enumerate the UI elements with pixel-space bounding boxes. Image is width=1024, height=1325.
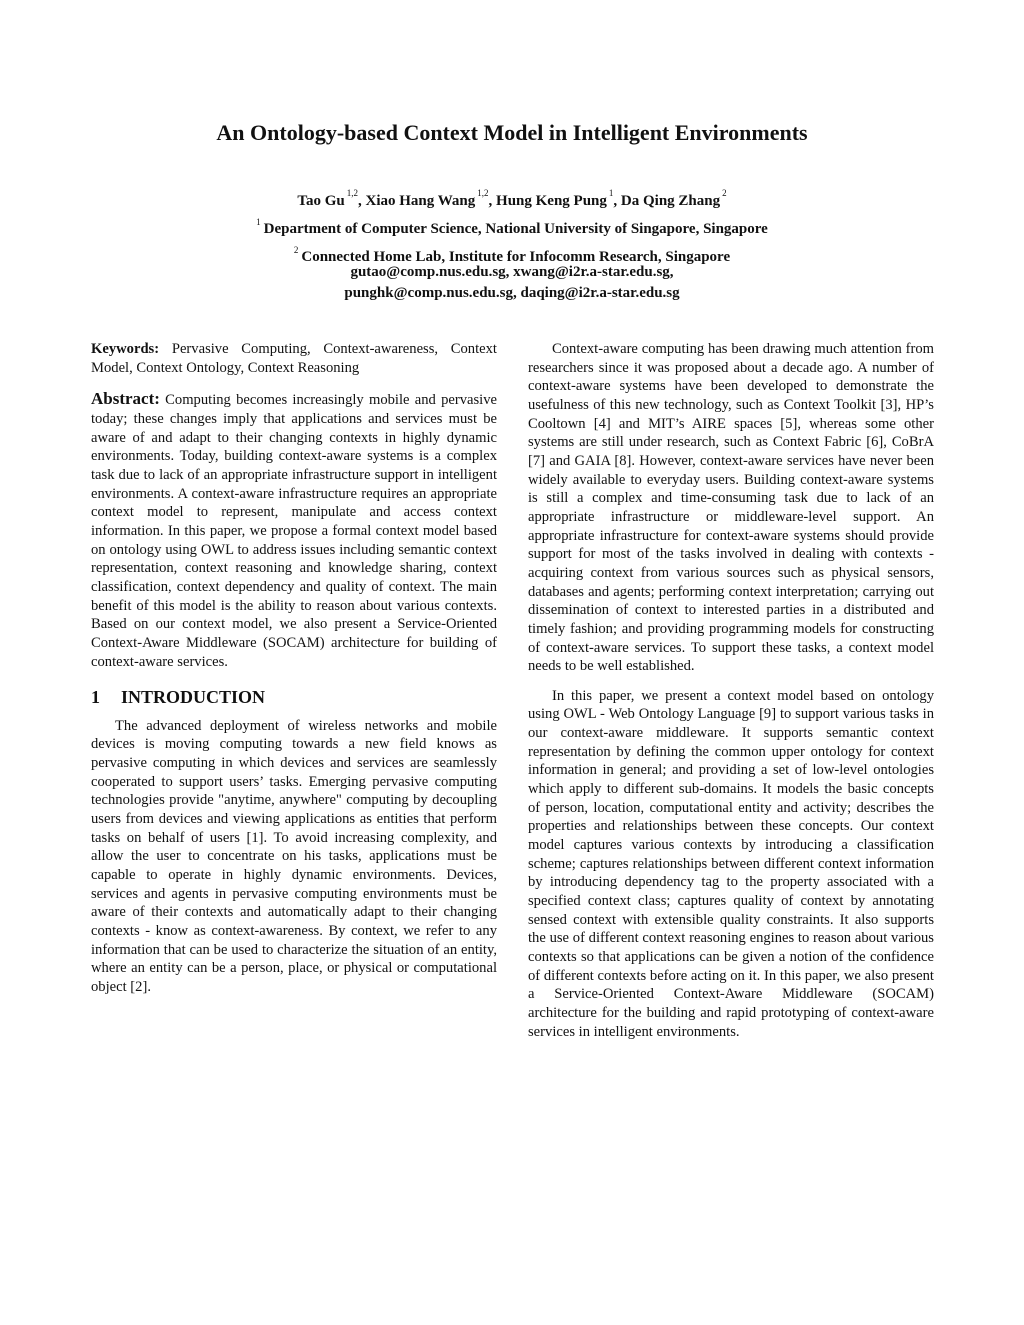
right-column <box>528 340 934 1041</box>
affiliation-text: Connected Home Lab, Institute for Infocomm Research, Singapore <box>301 249 731 265</box>
author-affiliation-mark: 2 <box>722 188 727 198</box>
author-list: Tao Gu $^{1,2}$, Xiao Hang Wang $^{1,2}$, Hung Keng Pung $^1$, Da Qing Zhang $^2$ <box>297 188 727 209</box>
author-name: Da Qing Zhang <box>620 193 721 209</box>
paper-title: An Ontology-based Context Model in Intelligent Environments <box>216 120 808 145</box>
keywords-label: Keywords: <box>91 341 160 357</box>
affiliation-mark: 2 <box>293 245 299 255</box>
left-column <box>91 340 497 997</box>
author-affiliation-mark: 1 <box>608 188 614 198</box>
author-affiliation-mark: 1,2 <box>477 188 489 198</box>
keywords <box>91 340 497 377</box>
keywords-text: Pervasive Computing, Context-awareness, Context Model, Context Ontology, Context Reasoning <box>91 341 497 376</box>
abstract <box>91 390 497 671</box>
author-name: Xiao Hang Wang <box>365 193 476 209</box>
section-title: INTRODUCTION <box>121 687 266 708</box>
author-name: Tao Gu <box>297 193 345 209</box>
abstract-label: Abstract: <box>91 389 160 409</box>
email-line: gutao@comp.nus.edu.sg, xwang@i2r.a-star.edu.sg, <box>350 264 674 280</box>
abstract-text: Computing becomes increasingly mobile and pervasive today; these changes imply that applications and services must be aware of and adapt to their changing contexts in highly dynamic environments. Today, building context-aware systems is a complex task due to lack of an appropriate infrastructure support in intelligent environments. A context-aware infrastructure requires an appropriate context model to represent, manipulate and access context information. In this paper, we propose a formal context model based on ontology using OWL to address issues including semantic context representation, context reasoning and knowledge sharing, context classification, context dependency and quality of context. The main benefit of this model is the ability to reason about various contexts. Based on our context model, we also present a Service-Oriented Context-Aware Middleware (SOCAM) architecture for building of context-aware services. <box>91 392 497 670</box>
author-name: Hung Keng Pung <box>496 193 607 209</box>
spacer <box>528 676 934 687</box>
section-heading <box>91 688 497 707</box>
affiliation <box>0 212 1024 239</box>
section-number: 1 <box>91 687 100 708</box>
intro-paragraph: The advanced deployment of wireless networks and mobile devices is moving computing towards a new field knows as pervasive computing in which devices and services are seamlessly cooperated to support users’ tasks. Emerging pervasive computing technologies provide "anytime, anywhere" computing by decoupling users from devices and viewing applications as entities that perform tasks on behalf of users [1]. To avoid increasing complexity, and allow the user to concentrate on his tasks, applications must be capable to operate in highly dynamic environments. Devices, services and agents in pervasive computing environments must be aware of their contexts and automatically adapt to their changing contexts - know as context-awareness. By context, we refer to any information that can be used to characterize the situation of an entity, where an entity can be a person, place, or physical or computational object [2]. <box>91 717 497 995</box>
body-paragraph: In this paper, we present a context model based on ontology using OWL - Web Ontology Language [9] to support various tasks in our context-aware middleware. It supports semantic context representation by defining the common upper ontology for context information in general; and providing a set of low-level ontologies which apply to different sub-domains. It models the basic concepts of person, location, computational entity and activity; describes the properties and relationships between these concepts. Our context model captures various contexts by introducing a classification scheme; captures relationships between different context information by introducing dependency tag to the property associated with a specified context class; captures quality of context by annotating sensed context with extensible quality constraints. It also supports the use of different context reasoning engines to reason about various contexts so that applications can be given a notion of the confidence of different contexts before acting on it. In this paper, we also present a Service-Oriented Context-Aware Middleware (SOCAM) architecture for the building and rapid prototyping of context-aware services in intelligent environments. <box>528 687 934 1040</box>
author-affiliation-mark: 1,2 <box>346 188 359 198</box>
body-paragraph: Context-aware computing has been drawing much attention from researchers since it was proposed about a decade ago. A number of context-aware systems have been developed to demonstrate the usefulness of this new technology, such as Context Toolkit [3], HP’s Cooltown [4] and MIT’s AIRE spaces [5], whereas some other systems are still under research, such as Context Fabric [6], CoBrA [7] and GAIA [8]. However, context-aware services have never been widely available to everyday users. Building context-aware systems is still a complex and time-consuming task due to lack of an appropriate infrastructure or middleware-level support. An appropriate infrastructure for context-aware systems should provide support for most of the tasks involved in dealing with contexts - acquiring context from various sources such as physical sensors, databases and agents; performing context interpretation; carrying out dissemination of context to interested parties in a distributed and timely fashion; and providing programming models for constructing of context-aware services. To support these tasks, a context model needs to be well established. <box>528 341 934 675</box>
affiliation-mark: 1 <box>256 217 261 227</box>
affiliation-text: Department of Computer Science, National University of Singapore, Singapore <box>263 221 768 237</box>
email-line: punghk@comp.nus.edu.sg, daqing@i2r.a-star.edu.sg <box>344 285 680 301</box>
